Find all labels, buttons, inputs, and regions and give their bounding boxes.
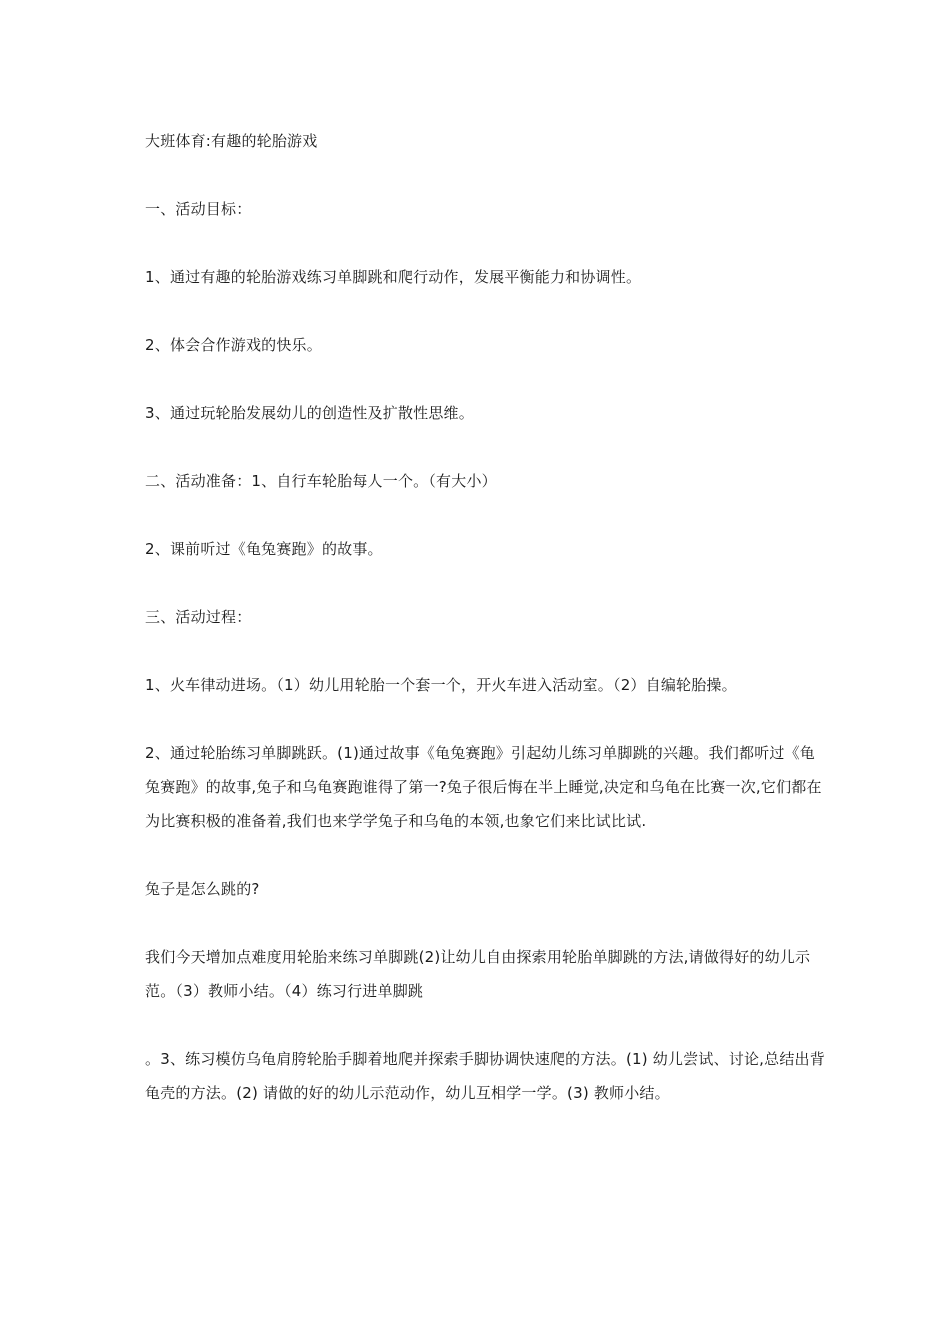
section-heading-goals: 一、活动目标：: [145, 200, 252, 218]
document-title: 大班体育:有趣的轮胎游戏: [145, 132, 318, 150]
process-step-3: 。3、练习模仿乌龟肩胯轮胎手脚着地爬并探索手脚协调快速爬的方法。(1) 幼儿尝试、讨论,总结出背龟壳的方法。(2) 请做的好的幼儿示范动作，幼儿互相学一学。(3) 教师小结。: [145, 1050, 825, 1102]
process-step-2-continued: 我们今天增加点难度用轮胎来练习单脚跳(2)让幼儿自由探索用轮胎单脚跳的方法,请做得好的幼儿示范。（3）教师小结。（4）练习行进单脚跳: [145, 948, 811, 1000]
section-heading-preparation: 二、活动准备：1、自行车轮胎每人一个。（有大小）: [145, 472, 497, 490]
goal-item-1: 1、通过有趣的轮胎游戏练习单脚跳和爬行动作，发展平衡能力和协调性。: [145, 268, 642, 286]
document-body: [145, 124, 825, 1110]
goal-item-2: 2、体会合作游戏的快乐。: [145, 336, 322, 354]
question-paragraph: 兔子是怎么跳的?: [145, 880, 260, 898]
goal-item-3: 3、通过玩轮胎发展幼儿的创造性及扩散性思维。: [145, 404, 474, 422]
process-step-2: 2、通过轮胎练习单脚跳跃。(1)通过故事《龟兔赛跑》引起幼儿练习单脚跳的兴趣。我们都听过《龟兔赛跑》的故事,兔子和乌龟赛跑谁得了第一?兔子很后悔在半上睡觉,决定和乌龟在比赛一次,它们都在为比赛积极的准备着,我们也来学学兔子和乌龟的本领,也象它们来比试比试.: [145, 744, 822, 830]
section-heading-process: 三、活动过程：: [145, 608, 252, 626]
process-step-1: 1、火车律动进场。（1）幼儿用轮胎一个套一个，开火车进入活动室。（2）自编轮胎操。: [145, 676, 737, 694]
preparation-item-2: 2、课前听过《龟兔赛跑》的故事。: [145, 540, 383, 558]
